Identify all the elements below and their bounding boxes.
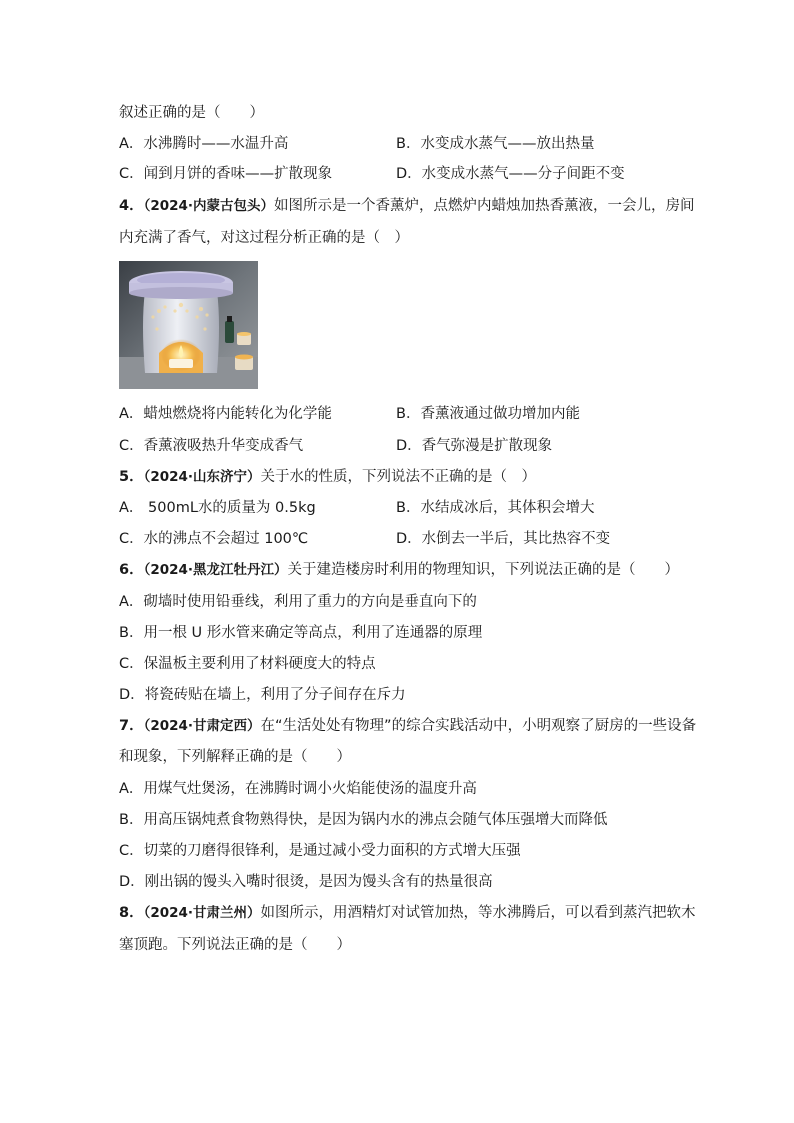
q5-option-c: C．水的沸点不会超过 100℃ [119,531,309,547]
q7-option-c: C．切菜的刀磨得很锋利，是通过减小受力面积的方式增大压强 [119,843,521,859]
question-number: 7． [119,718,144,734]
question-source: （2024·甘肃兰州） [143,905,261,921]
q3-option-c: C．闻到月饼的香味——扩散现象 [119,166,333,182]
q6-option-b: B．用一根 U 形水管来确定等高点，利用了连通器的原理 [119,625,483,641]
q4-option-a: A．蜡烛燃烧将内能转化为化学能 [119,406,332,422]
q3-option-b: B．水变成水蒸气——放出热量 [396,136,595,152]
question-6-stem [119,560,679,580]
q5-option-b: B．水结成冰后，其体积会增大 [396,500,595,516]
question-3-stem-tail: 叙述正确的是（ ） [119,105,264,121]
question-5-stem [119,467,536,487]
q7-option-b: B．用高压锅炖煮食物熟得快，是因为锅内水的沸点会随气体压强增大而降低 [119,812,608,828]
question-text: 关于水的性质，下列说法不正确的是（ ） [260,469,537,485]
question-source: （2024·山东济宁） [143,469,261,485]
question-source: （2024·内蒙古包头） [143,198,275,214]
q7-option-a: A．用煤气灶煲汤，在沸腾时调小火焰能使汤的温度升高 [119,781,477,797]
question-number: 8． [119,905,144,921]
q4-option-c: C．香薰液吸热升华变成香气 [119,438,304,454]
question-4-stem-line1 [119,196,695,216]
question-source: （2024·甘肃定西） [143,718,261,734]
question-text: 关于建造楼房时利用的物理知识，下列说法正确的是（ ） [287,562,680,578]
question-7-stem-line1 [119,716,696,736]
q3-option-a: A．水沸腾时——水温升高 [119,136,289,152]
q4-option-d: D．香气弥漫是扩散现象 [396,438,553,454]
q6-option-d: D．将瓷砖贴在墙上，利用了分子间存在斥力 [119,687,406,703]
q6-option-c: C．保温板主要利用了材料硬度大的特点 [119,656,376,672]
question-8-stem-line1 [119,903,696,923]
question-number: 4． [119,198,144,214]
aroma-burner-photo [119,261,258,389]
q5-option-d: D．水倒去一半后，其比热容不变 [396,531,611,547]
q4-option-b: B．香薰液通过做功增加内能 [396,406,580,422]
question-text: 如图所示，用酒精灯对试管加热，等水沸腾后，可以看到蒸汽把软木 [260,905,696,921]
q6-option-a: A．砌墙时使用铅垂线，利用了重力的方向是垂直向下的 [119,594,477,610]
question-4-stem-line2: 内充满了香气，对这过程分析正确的是（ ） [119,230,409,246]
question-number: 6． [119,562,144,578]
question-text: 如图所示是一个香薰炉，点燃炉内蜡烛加热香薰液，一会儿，房间 [274,198,695,214]
question-source: （2024·黑龙江牡丹江） [143,562,288,578]
q5-option-a: A． 500mL水的质量为 0.5kg [119,500,316,516]
question-number: 5． [119,469,144,485]
question-8-stem-line2: 塞顶跑。下列说法正确的是（ ） [119,937,351,953]
q7-option-d: D．刚出锅的馒头入嘴时很烫，是因为馒头含有的热量很高 [119,874,493,890]
question-7-stem-line2: 和现象，下列解释正确的是（ ） [119,749,351,765]
q3-option-d: D．水变成水蒸气——分子间距不变 [396,166,625,182]
question-text: 在“生活处处有物理”的综合实践活动中，小明观察了厨房的一些设备 [260,718,697,734]
